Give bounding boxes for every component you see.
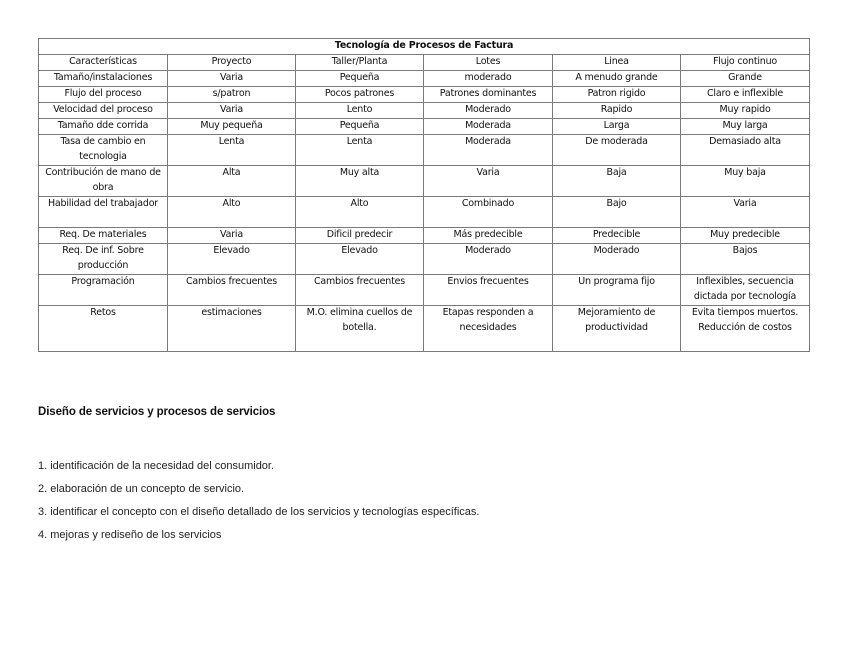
table-cell: Bajo [553,197,681,228]
table-cell: Cambios frecuentes [296,275,424,306]
table-cell: Muy predecible [681,228,810,244]
table-cell: Contribución de mano de obra [39,166,168,197]
table-cell: Lenta [296,135,424,166]
table-cell: A menudo grande [553,71,681,87]
table-cell: Larga [553,119,681,135]
service-design-steps-list [38,459,479,551]
process-technology-table [38,38,810,352]
column-header: Taller/Planta [296,55,424,71]
table-cell: Varia [424,166,553,197]
table-cell: Alta [168,166,296,197]
list-item: 2. elaboración de un concepto de servicio. [38,483,245,495]
table-cell: Baja [553,166,681,197]
table-cell: Demasiado alta [681,135,810,166]
section-heading: Diseño de servicios y procesos de servicios [38,406,276,418]
table-cell: Envios frecuentes [424,275,553,306]
list-item: 4. mejoras y rediseño de los servicios [38,529,222,541]
table-cell: Tamaño dde corrida [39,119,168,135]
table-cell: Muy baja [681,166,810,197]
table-cell: Pequeña [296,119,424,135]
table-cell: Muy pequeña [168,119,296,135]
table-cell: Habilidad del trabajador [39,197,168,228]
table-cell: Programación [39,275,168,306]
table-cell: Elevado [296,244,424,275]
table-cell: Patrones dominantes [424,87,553,103]
table-cell: s/patron [168,87,296,103]
table-cell: Grande [681,71,810,87]
table-row [39,197,810,228]
table-cell: Alto [296,197,424,228]
table-cell: Lenta [168,135,296,166]
column-header: Lotes [424,55,553,71]
table-cell: Cambios frecuentes [168,275,296,306]
table-cell: Moderado [424,244,553,275]
table-cell: Mejoramiento de productividad [553,306,681,352]
table-cell: Muy rapido [681,103,810,119]
table-cell: Rapido [553,103,681,119]
table-row [39,119,810,135]
table-cell: M.O. elimina cuellos de botella. [296,306,424,352]
table-cell: Moderada [424,135,553,166]
column-header: Linea [553,55,681,71]
table-row [39,306,810,352]
table-cell: Moderado [424,103,553,119]
table-cell: Claro e inflexible [681,87,810,103]
table-cell: moderado [424,71,553,87]
table-cell: Moderada [424,119,553,135]
table-row [39,244,810,275]
table-cell: Combinado [424,197,553,228]
table-cell: Elevado [168,244,296,275]
table-cell: Inflexibles, secuencia dictada por tecnología [681,275,810,306]
table-cell: De moderada [553,135,681,166]
table-title: Tecnología de Procesos de Factura [39,39,810,55]
column-header: Proyecto [168,55,296,71]
table-row [39,87,810,103]
table-cell: Varia [681,197,810,228]
table-row [39,135,810,166]
table-cell: Evita tiempos muertos. Reducción de costos [681,306,810,352]
table-header-row [39,55,810,71]
table-cell: Varia [168,103,296,119]
table-cell: Moderado [553,244,681,275]
column-header: Características [39,55,168,71]
table-row [39,71,810,87]
table-cell: Velocidad del proceso [39,103,168,119]
table-cell: Retos [39,306,168,352]
table-cell: Pequeña [296,71,424,87]
table-cell: Req. De materiales [39,228,168,244]
table-cell: Etapas responden a necesidades [424,306,553,352]
table-cell: Lento [296,103,424,119]
table-cell: Muy alta [296,166,424,197]
list-item: 1. identificación de la necesidad del consumidor. [38,460,275,472]
table-row [39,228,810,244]
column-header: Flujo continuo [681,55,810,71]
table-cell: Tamaño/instalaciones [39,71,168,87]
table-cell: Varia [168,71,296,87]
table-cell: Dificil predecir [296,228,424,244]
table-row [39,166,810,197]
table-row [39,103,810,119]
table-cell: Pocos patrones [296,87,424,103]
table-cell: Más predecible [424,228,553,244]
table-cell: Flujo del proceso [39,87,168,103]
table-cell: Bajos [681,244,810,275]
table-cell: Predecible [553,228,681,244]
table-cell: Tasa de cambio en tecnologia [39,135,168,166]
table-row [39,275,810,306]
table-cell: Muy larga [681,119,810,135]
table-cell: Patron rigido [553,87,681,103]
table-cell: estimaciones [168,306,296,352]
table-cell: Varia [168,228,296,244]
table-title-row [39,39,810,55]
table-cell: Un programa fijo [553,275,681,306]
list-item: 3. identificar el concepto con el diseño detallado de los servicios y tecnologías específicas. [38,506,480,518]
table-cell: Alto [168,197,296,228]
table-cell: Req. De inf. Sobre producción [39,244,168,275]
